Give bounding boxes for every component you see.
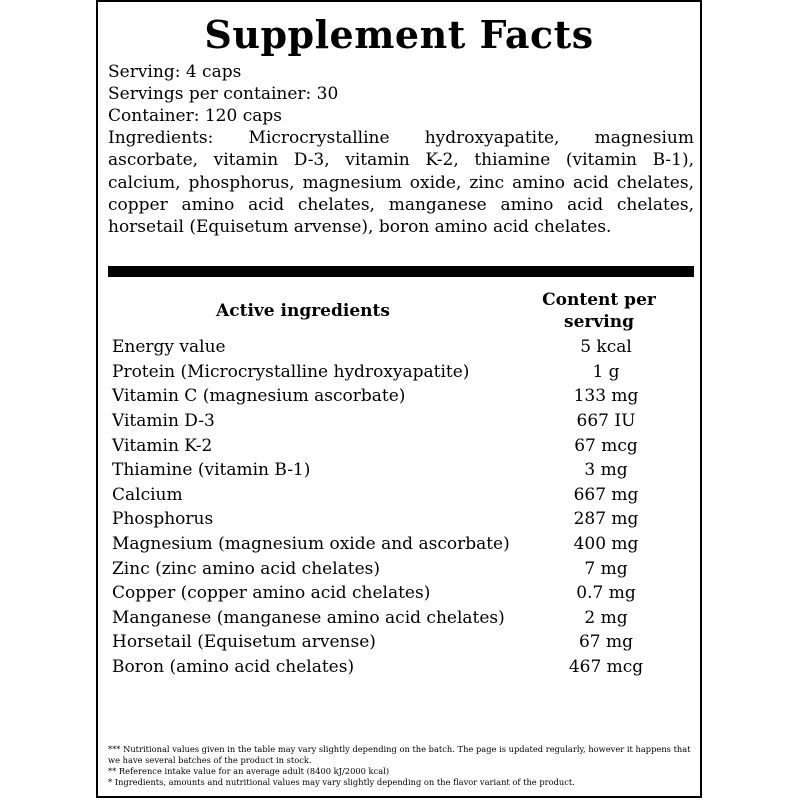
page-title: Supplement Facts	[204, 12, 594, 57]
footnote-batch-variation: *** Nutritional values given in the table may vary slightly depending on the batch. The page is updated regularly, however it happens that we have several batches of the product in stock.	[108, 744, 691, 765]
nutrient-name: Magnesium (magnesium oxide and ascorbate)	[112, 534, 510, 555]
table-row	[108, 483, 694, 508]
nutrient-name: Zinc (zinc amino acid chelates)	[112, 558, 381, 579]
ingredients-text: Ingredients: Microcrystalline hydroxyapatite, magnesium ascorbate, vitamin D-3, vitamin K-2, thiamine (vitamin B-1), calcium, phosphorus, magnesium oxide, zinc amino acid chelates, copper amino acid chelates, manganese amino acid chelates, horsetail (Equisetum arvense), boron amino acid chelates.	[108, 128, 694, 238]
table-row	[108, 655, 694, 680]
table-row	[108, 630, 694, 655]
nutrient-amount: 5 kcal	[580, 337, 632, 358]
servings-per-container: Servings per container: 30	[108, 84, 339, 104]
table-row	[108, 360, 694, 385]
nutrient-amount: 133 mg	[573, 386, 639, 407]
table-row	[108, 532, 694, 557]
table-row	[108, 335, 694, 360]
table-row	[108, 581, 694, 606]
nutrient-table	[108, 335, 694, 679]
footnote-reference-intake: ** Reference intake value for an average adult (8400 kJ/2000 kcal)	[108, 766, 390, 776]
nutrient-amount: 1 g	[592, 361, 620, 382]
nutrient-amount: 3 mg	[584, 460, 628, 481]
nutrient-amount: 287 mg	[573, 509, 639, 530]
column-header-active-ingredients: Active ingredients	[216, 301, 390, 321]
nutrient-name: Energy value	[112, 337, 226, 358]
nutrient-name: Manganese (manganese amino acid chelates)	[112, 607, 505, 628]
nutrient-name: Protein (Microcrystalline hydroxyapatite)	[112, 361, 470, 382]
nutrient-amount: 400 mg	[573, 534, 639, 555]
nutrient-amount: 7 mg	[584, 558, 628, 579]
nutrient-name: Vitamin K-2	[112, 435, 213, 456]
table-row	[108, 606, 694, 631]
nutrient-amount: 2 mg	[584, 607, 628, 628]
nutrient-name: Horsetail (Equisetum arvense)	[112, 632, 376, 653]
section-divider	[108, 266, 694, 277]
column-header-content-per-serving: Content per serving	[542, 290, 656, 332]
nutrient-amount: 467 mcg	[568, 657, 644, 678]
table-row	[108, 384, 694, 409]
table-row	[108, 409, 694, 434]
nutrient-name: Thiamine (vitamin B-1)	[112, 460, 311, 481]
supplement-facts-panel	[96, 0, 702, 798]
nutrient-amount: 0.7 mg	[576, 583, 636, 604]
footnote-flavor-variation: * Ingredients, amounts and nutritional values may vary slightly depending on the flavor variant of the product.	[108, 777, 575, 787]
nutrient-name: Phosphorus	[112, 509, 214, 530]
nutrient-amount: 667 IU	[576, 411, 636, 432]
table-row	[108, 507, 694, 532]
footnotes	[108, 744, 698, 788]
container-size: Container: 120 caps	[108, 106, 282, 126]
nutrient-amount: 67 mg	[578, 632, 634, 653]
nutrient-name: Vitamin C (magnesium ascorbate)	[112, 386, 406, 407]
nutrient-name: Calcium	[112, 484, 183, 505]
table-row	[108, 458, 694, 483]
table-row	[108, 556, 694, 581]
nutrient-name: Boron (amino acid chelates)	[112, 657, 355, 678]
nutrient-amount: 67 mcg	[574, 435, 638, 456]
table-row	[108, 433, 694, 458]
nutrient-amount: 667 mg	[573, 484, 639, 505]
nutrient-name: Vitamin D-3	[112, 411, 215, 432]
nutrient-name: Copper (copper amino acid chelates)	[112, 583, 431, 604]
serving-size: Serving: 4 caps	[108, 62, 242, 82]
